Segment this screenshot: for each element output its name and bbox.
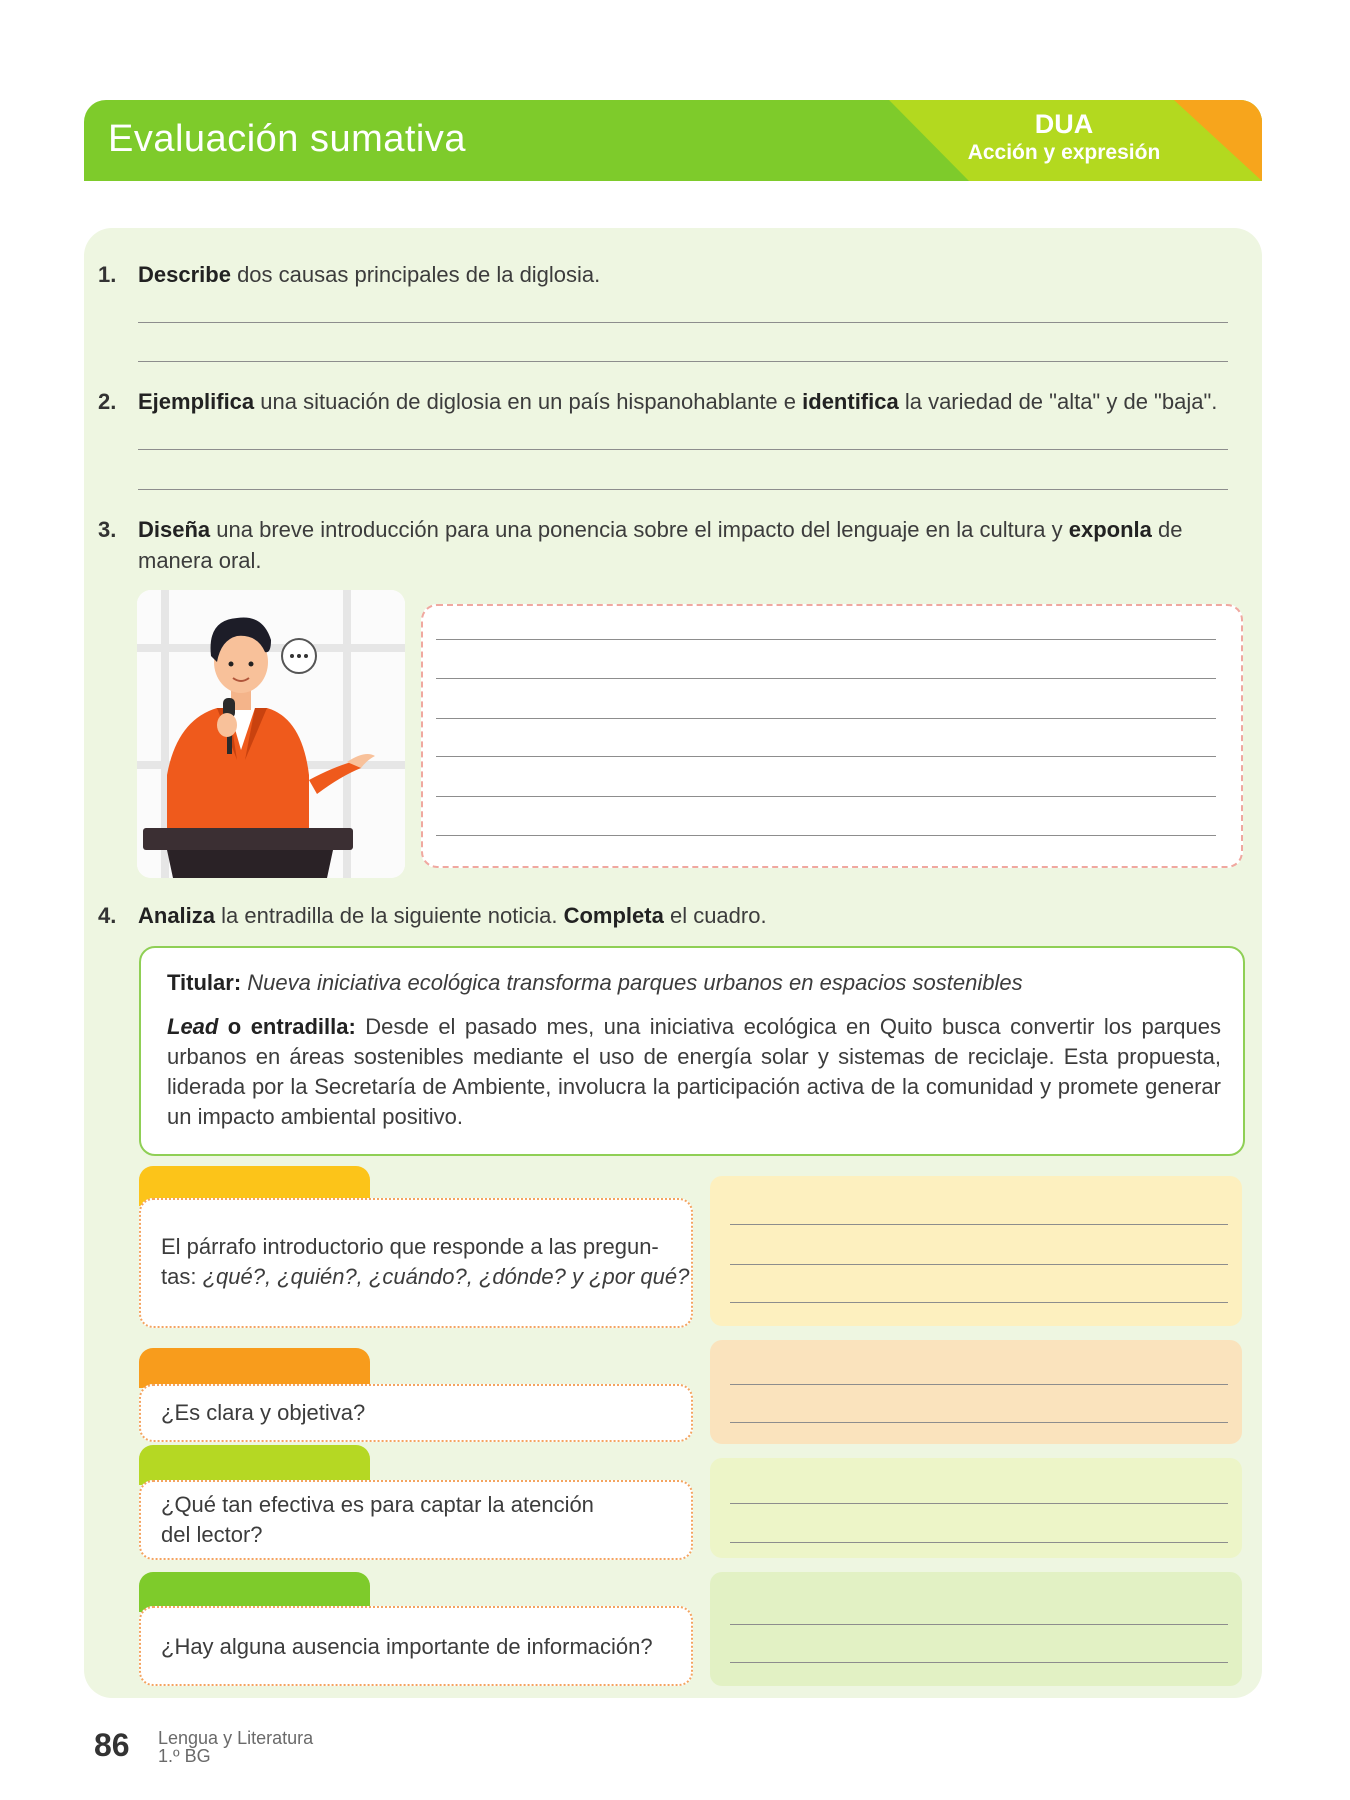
dua-badge: [964, 108, 1164, 166]
criterion-text: ¿Es clara y objetiva?: [161, 1400, 366, 1425]
answer-line[interactable]: [436, 796, 1216, 797]
criterion-text: El párrafo introductorio que responde a las pregun-: [161, 1234, 659, 1259]
answer-line[interactable]: [730, 1422, 1228, 1423]
news-box: [139, 946, 1245, 1156]
row-tab-lime: [139, 1445, 370, 1485]
criterion-box-4: [139, 1606, 693, 1686]
question-verb: Analiza: [138, 903, 216, 928]
section-header: [84, 100, 1262, 181]
lead-label-italic: Lead: [167, 1014, 219, 1039]
answer-line[interactable]: [730, 1624, 1228, 1625]
answer-line[interactable]: [730, 1384, 1228, 1385]
answer-line[interactable]: [138, 322, 1228, 323]
question-number: 4.: [98, 903, 117, 928]
answer-line[interactable]: [138, 449, 1228, 450]
grade-label: 1.º BG: [158, 1746, 211, 1766]
answer-line[interactable]: [436, 639, 1216, 640]
page-number: 86: [94, 1727, 130, 1763]
question-number: 3.: [98, 517, 117, 542]
answer-line[interactable]: [730, 1302, 1228, 1303]
answer-box-4[interactable]: [710, 1572, 1242, 1686]
question-number: 1.: [98, 262, 117, 287]
question-text: dos causas principales de la diglosia.: [230, 262, 601, 287]
criterion-text-2: [161, 1262, 689, 1292]
answer-line[interactable]: [730, 1224, 1228, 1225]
answer-box-1[interactable]: [710, 1176, 1242, 1326]
question-text: el cuadro.: [663, 903, 767, 928]
section-title: Evaluación sumativa: [108, 118, 467, 160]
dua-badge-title: DUA: [1034, 109, 1094, 139]
criterion-box-2: [139, 1384, 693, 1442]
subject-name: Lengua y Literatura: [158, 1728, 314, 1748]
answer-line[interactable]: [730, 1662, 1228, 1663]
answer-line[interactable]: [436, 678, 1216, 679]
criterion-questions: ¿qué?, ¿quién?, ¿cuándo?, ¿dónde? y ¿por qué?: [202, 1264, 690, 1289]
answer-box-2[interactable]: [710, 1340, 1242, 1444]
answer-line[interactable]: [138, 489, 1228, 490]
lead-label: o entradilla:: [218, 1014, 356, 1039]
criterion-text: ¿Hay alguna ausencia importante de información?: [161, 1634, 653, 1659]
question-verb: Describe: [138, 262, 231, 287]
headline-label: Titular:: [167, 970, 242, 995]
question-number: 2.: [98, 389, 117, 414]
oral-introduction-answer-box[interactable]: [421, 604, 1243, 868]
answer-box-3[interactable]: [710, 1458, 1242, 1558]
row-tab-orange: [139, 1348, 370, 1388]
criterion-text-2: del lector?: [161, 1522, 263, 1547]
question-verb-2: identifica: [802, 389, 899, 414]
criterion-box-3: [139, 1480, 693, 1560]
question-verb: Ejemplifica: [138, 389, 255, 414]
question-text: de manera oral.: [138, 517, 1183, 573]
criterion-text: ¿Qué tan efectiva es para captar la atención: [161, 1492, 594, 1517]
question-verb-2: exponla: [1068, 517, 1152, 542]
news-lead: [167, 1012, 1221, 1132]
speaker-at-podium-icon: [137, 590, 405, 878]
question-text: una situación de diglosia en un país hispanohablante e: [254, 389, 803, 414]
answer-line[interactable]: [730, 1503, 1228, 1504]
dua-badge-subtitle: Acción y expresión: [967, 141, 1161, 164]
answer-line[interactable]: [730, 1264, 1228, 1265]
headline-text: Nueva iniciativa ecológica transforma parques urbanos en espacios sostenibles: [247, 970, 1023, 995]
subject-label: [158, 1729, 313, 1765]
question-verb-2: Completa: [563, 903, 664, 928]
answer-line[interactable]: [436, 835, 1216, 836]
question-verb: Diseña: [138, 517, 211, 542]
question-text: una breve introducción para una ponencia sobre el impacto del lenguaje en la cultura y: [210, 517, 1069, 542]
question-text: la entradilla de la siguiente noticia.: [215, 903, 564, 928]
answer-line[interactable]: [138, 361, 1228, 362]
question-text: la variedad de "alta" y de "baja".: [898, 389, 1218, 414]
answer-line[interactable]: [436, 756, 1216, 757]
lead-text: Desde el pasado mes, una iniciativa ecológica en Quito busca convertir los parques urbanos en áreas sostenibles mediante el uso de energía solar y sistemas de reciclaje. Esta propuesta, liderada por la Secretaría de Ambiente, involucra la participación activa de la comunidad y promete generar un impacto ambiental positivo.: [167, 1014, 1221, 1129]
answer-line[interactable]: [436, 718, 1216, 719]
answer-line[interactable]: [730, 1542, 1228, 1543]
news-headline: [167, 968, 1023, 998]
speaker-illustration: [137, 590, 405, 878]
criterion-text-prefix: tas:: [161, 1264, 203, 1289]
criterion-box-1: [139, 1198, 693, 1328]
